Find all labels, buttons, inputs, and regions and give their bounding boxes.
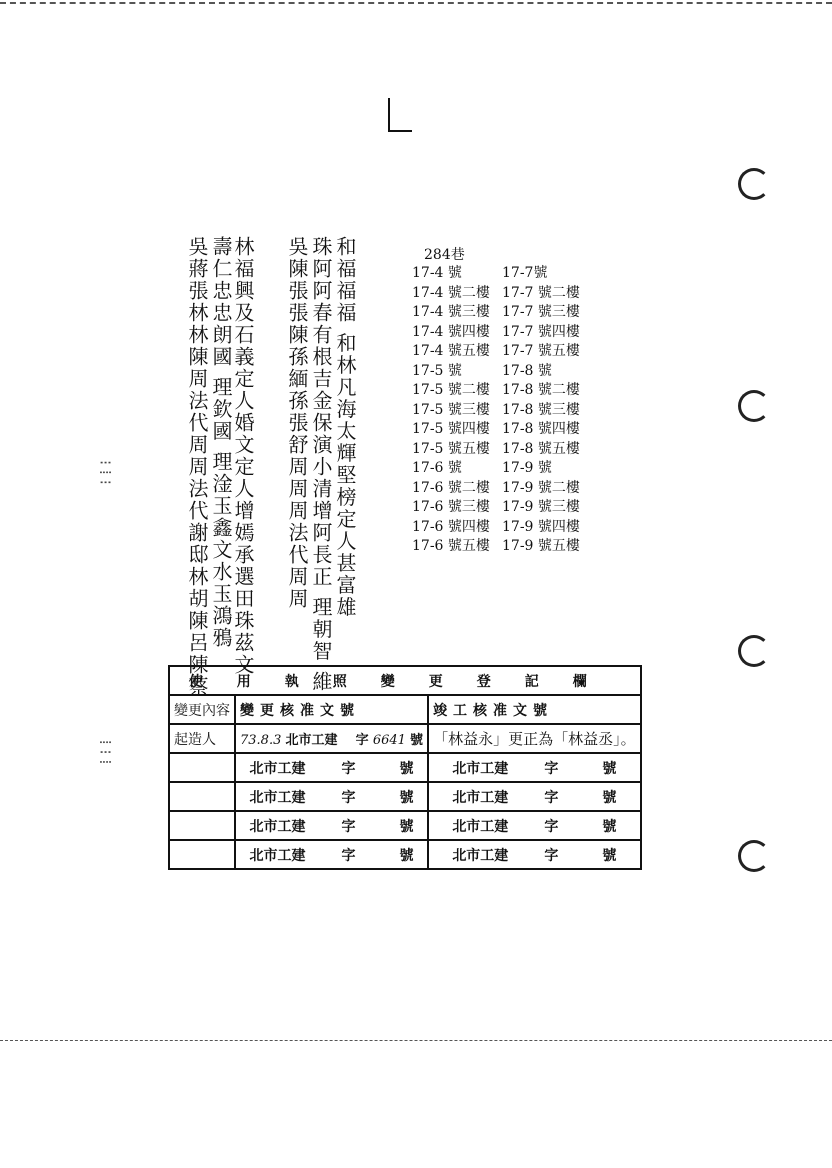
punch-hole	[738, 390, 770, 422]
names-left-col1: 林福興及石義定人婚文定人增嫣承選田珠茲文	[231, 236, 255, 676]
row-approval-char: 字	[355, 733, 369, 748]
header-change-content: 變更內容	[169, 695, 235, 724]
punch-hole	[738, 635, 770, 667]
address-item: 17-5 號三樓	[412, 401, 490, 418]
address-item: 17-9 號二樓	[502, 479, 580, 496]
punch-hole	[738, 840, 770, 872]
row-content	[169, 753, 235, 782]
address-item: 17-9 號五樓	[502, 538, 580, 554]
row-content: 起造人	[169, 724, 235, 753]
address-header: 284巷	[424, 247, 465, 263]
margin-scribble: ⁝ ⁞ ⁝	[96, 460, 115, 485]
address-item: 17-8 號四樓	[502, 421, 580, 437]
row-approval-number: 6641	[372, 733, 406, 748]
address-item: 17-7 號三樓	[502, 304, 580, 320]
row-approval	[235, 724, 428, 753]
address-item: 17-7 號二樓	[502, 284, 580, 301]
table-row	[169, 724, 641, 753]
row-completion: 北市工建 字 號	[428, 811, 641, 840]
scan-top-edge	[0, 2, 832, 4]
row-completion-note: 「林益永」更正為「林益丞」。	[428, 724, 641, 753]
address-list-right	[502, 264, 580, 557]
margin-scribble: ⁞ ⁝ ⁞	[96, 740, 115, 765]
scan-bottom-edge	[0, 1040, 832, 1041]
address-item: 17-5 號二樓	[412, 382, 490, 398]
address-item: 17-4 號五樓	[412, 343, 490, 359]
names-middle-col3: 和福福福 和林凡海太輝堅榜定人甚富雄	[333, 236, 357, 619]
row-content	[169, 811, 235, 840]
punch-hole	[738, 168, 770, 200]
header-change-approval: 變更核准文號	[235, 695, 428, 724]
row-completion: 北市工建 字 號	[428, 782, 641, 811]
row-approval-suffix: 號	[410, 733, 424, 748]
row-completion: 北市工建 字 號	[428, 753, 641, 782]
address-item: 17-8 號五樓	[502, 440, 580, 457]
address-item: 17-8 號	[502, 362, 552, 379]
row-approval: 北市工建 字 號	[235, 782, 428, 811]
names-left-col2: 壽仁忠忠朗國 理欽國 理淦玉鑫文水玉鴻鴉	[209, 236, 233, 649]
row-completion: 北市工建 字 號	[428, 840, 641, 869]
address-item: 17-7號	[502, 265, 548, 281]
address-item: 17-4 號二樓	[412, 284, 490, 301]
address-item: 17-6 號三樓	[412, 499, 490, 515]
row-approval-prefix: 北市工建	[285, 733, 338, 748]
names-middle-col1: 吳陳張張陳孫緬孫張舒周周周法代周周	[285, 236, 309, 610]
address-item: 17-8 號二樓	[502, 382, 580, 398]
row-approval: 北市工建 字 號	[235, 811, 428, 840]
table-row	[169, 811, 641, 840]
address-item: 17-6 號	[412, 460, 462, 476]
row-approval-date: 73.8.3	[240, 733, 282, 748]
table-title: 使用執照變更登記欄	[169, 666, 641, 695]
row-approval: 北市工建 字 號	[235, 840, 428, 869]
table-row	[169, 840, 641, 869]
address-item: 17-6 號二樓	[412, 479, 490, 496]
names-left-col3: 吳蔣張林林陳周法代周周法代謝邸林胡陳呂陳蔡	[185, 236, 209, 698]
stamp-mark	[388, 98, 412, 132]
address-list-left	[412, 264, 490, 557]
address-item: 17-4 號四樓	[412, 323, 490, 340]
table-row	[169, 753, 641, 782]
address-item: 17-8 號三樓	[502, 401, 580, 418]
address-item: 17-9 號四樓	[502, 518, 580, 535]
registration-table	[168, 665, 642, 870]
address-item: 17-5 號	[412, 362, 462, 379]
address-item: 17-7 號四樓	[502, 323, 580, 340]
address-item: 17-6 號四樓	[412, 518, 490, 535]
address-item: 17-4 號三樓	[412, 304, 490, 320]
address-item: 17-9 號三樓	[502, 499, 580, 515]
address-item: 17-6 號五樓	[412, 538, 490, 554]
address-item: 17-5 號四樓	[412, 421, 490, 437]
address-item: 17-4 號	[412, 265, 462, 281]
table-row	[169, 782, 641, 811]
row-approval: 北市工建 字 號	[235, 753, 428, 782]
address-item: 17-7 號五樓	[502, 343, 580, 359]
names-middle-col2: 珠阿阿春有根吉金保演小清增阿長正 理朝智 維	[309, 236, 333, 693]
row-content	[169, 782, 235, 811]
address-item: 17-9 號	[502, 460, 552, 476]
header-completion-approval: 竣工核准文號	[428, 695, 641, 724]
address-item: 17-5 號五樓	[412, 440, 490, 457]
row-content	[169, 840, 235, 869]
